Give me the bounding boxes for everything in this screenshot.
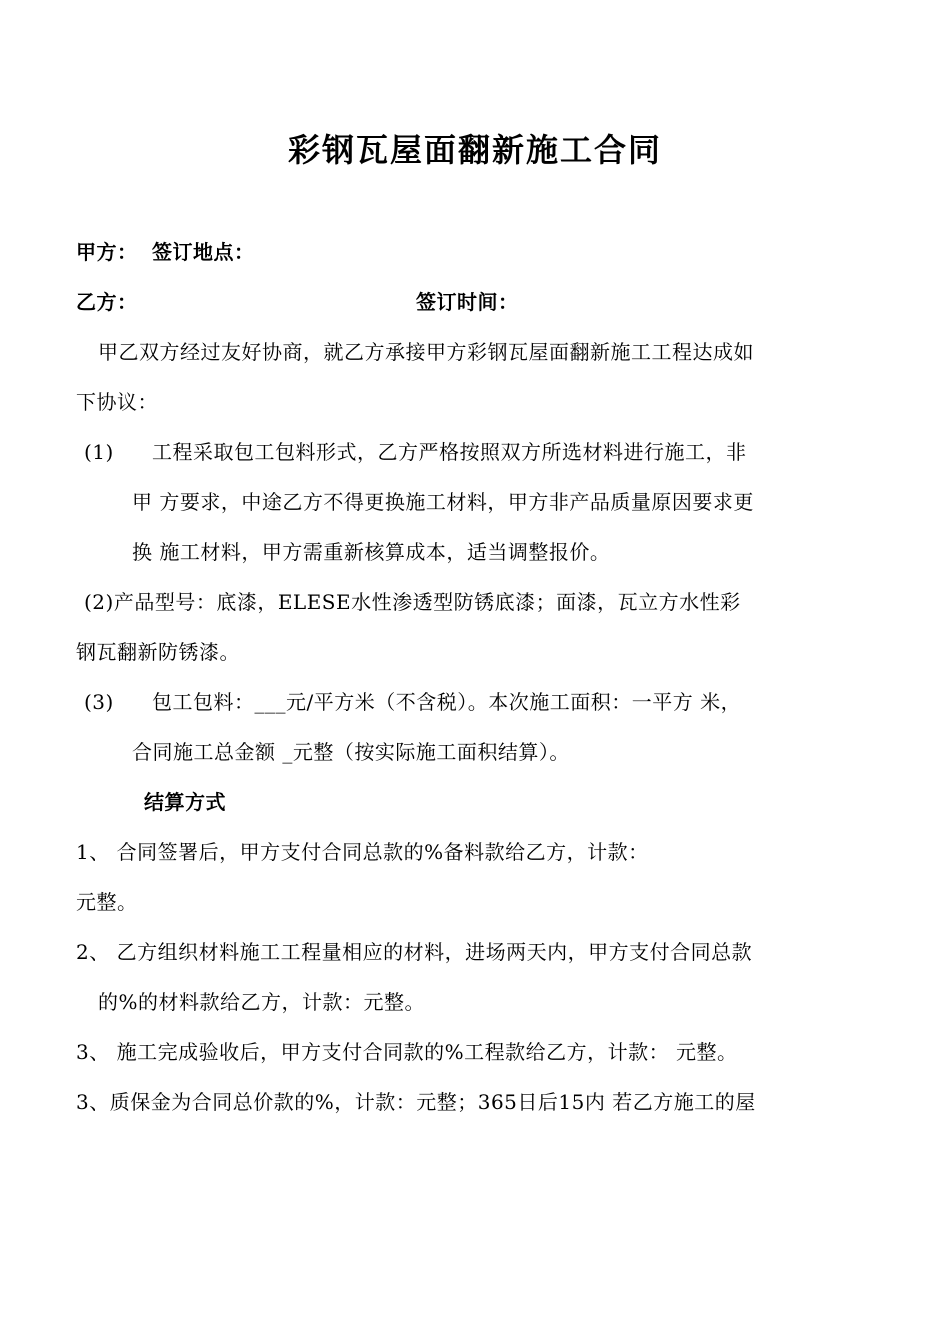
clause-2-line-2: 钢瓦翻新防锈漆。 bbox=[76, 640, 240, 664]
clause-1-line-2: 甲 方要求，中途乙方不得更换施工材料，甲方非产品质量原因要求更 bbox=[132, 490, 754, 514]
clause-3-line-2: 合同施工总金额 _元整（按实际施工面积结算）。 bbox=[132, 740, 570, 764]
clause-2-line-1: (2)产品型号：底漆，ELESE水性渗透型防锈底漆；面漆，瓦立方水性彩 bbox=[84, 590, 741, 614]
payment-3-line-1: 3、 施工完成验收后，甲方支付合同款的%工程款给乙方，计款： 元整。 bbox=[76, 1040, 738, 1064]
clause-1-number: (1) bbox=[84, 440, 114, 464]
payment-1-line-2: 元整。 bbox=[76, 890, 138, 914]
settlement-heading: 结算方式 bbox=[144, 790, 226, 814]
intro-line-1: 甲乙双方经过友好协商，就乙方承接甲方彩钢瓦屋面翻新施工工程达成如 bbox=[98, 340, 754, 364]
party-b-label: 乙方： bbox=[76, 290, 138, 314]
payment-2-line-1: 2、 乙方组织材料施工工程量相应的材料，进场两天内，甲方支付合同总款 bbox=[76, 940, 753, 964]
sign-time-label: 签订时间： bbox=[416, 290, 519, 314]
intro-line-2: 下协议： bbox=[76, 390, 158, 414]
payment-1-line-1: 1、 合同签署后，甲方支付合同总款的%备料款给乙方，计款： bbox=[76, 840, 649, 864]
payment-2-line-2: 的%的材料款给乙方，计款：元整。 bbox=[98, 990, 426, 1014]
document-title: 彩钢瓦屋面翻新施工合同 bbox=[287, 131, 662, 169]
clause-3-line-1: 包工包料：___元/平方米（不含税）。本次施工面积：一平方 米， bbox=[152, 690, 742, 714]
sign-place-label: 签订地点： bbox=[152, 240, 255, 264]
clause-1-line-1: 工程采取包工包料形式，乙方严格按照双方所选材料进行施工，非 bbox=[152, 440, 747, 464]
clause-3-number: (3) bbox=[84, 690, 114, 714]
clause-1-line-3: 换 施工材料，甲方需重新核算成本，适当调整报价。 bbox=[132, 540, 611, 564]
payment-4-line-1: 3、质保金为合同总价款的%，计款：元整；365日后15内 若乙方施工的屋 bbox=[76, 1090, 756, 1114]
party-a-label: 甲方： bbox=[76, 240, 138, 264]
